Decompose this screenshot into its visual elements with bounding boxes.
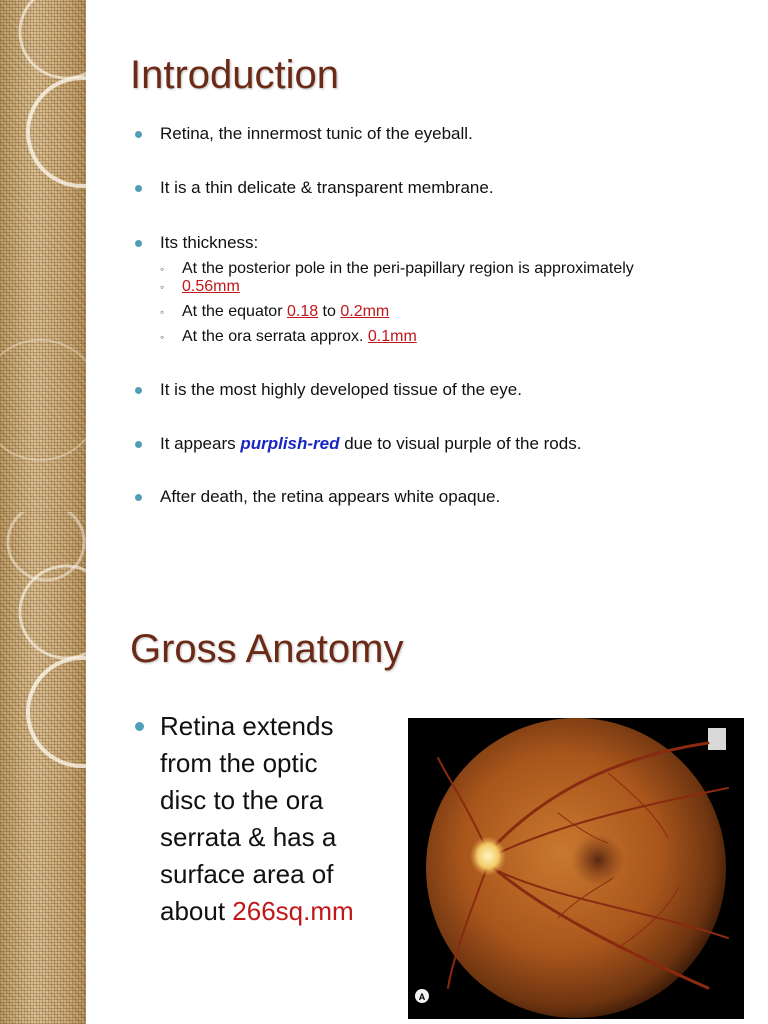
list-item-text: Retina, the innermost tunic of the eyeball. xyxy=(160,124,473,143)
list-item xyxy=(130,380,522,400)
thickness-value: 0.56mm xyxy=(182,278,240,295)
section-title: Gross Anatomy xyxy=(130,627,404,671)
list-item-text: serrata & has a xyxy=(160,822,337,852)
page-title: Introduction xyxy=(130,53,340,97)
thickness-value: 0.1mm xyxy=(367,328,417,345)
decorative-circles-icon xyxy=(0,0,86,512)
burlap-side-panel xyxy=(0,512,86,1024)
highlight-text: purplish-red xyxy=(240,434,340,453)
image-label: A xyxy=(418,992,426,1002)
sub-list-item-continued xyxy=(182,278,240,296)
list-item xyxy=(130,178,494,198)
thickness-value: 0.18 xyxy=(286,303,319,320)
list-item-text: It is the most highly developed tissue of the eye. xyxy=(160,380,522,399)
list-item xyxy=(130,434,581,454)
list-item-text: from the optic xyxy=(160,748,318,778)
list-item-text: Retina extends xyxy=(160,711,334,741)
list-item-text: due to visual purple of the rods. xyxy=(339,434,582,453)
list-item-text: It is a thin delicate & transparent membrane. xyxy=(160,178,494,197)
sub-item-text: At the posterior pole in the peri-papillary region is approximately xyxy=(182,260,634,277)
list-item-text: Its thickness: xyxy=(160,233,259,252)
burlap-side-panel xyxy=(0,0,86,512)
decorative-circles-icon xyxy=(0,512,86,1024)
sub-item-text: At the ora serrata approx. xyxy=(182,328,368,345)
surface-area-value: 266sq.mm xyxy=(232,896,354,926)
list-item xyxy=(130,124,473,144)
list-item xyxy=(130,708,410,930)
sub-list-item xyxy=(182,260,634,278)
list-item xyxy=(130,233,258,253)
sub-list-item xyxy=(182,303,389,321)
slide-gross-anatomy xyxy=(0,512,768,1024)
sub-item-text: At the equator xyxy=(182,303,287,320)
list-item-text-prefix: about xyxy=(160,896,233,926)
list-item-text: It appears xyxy=(160,434,241,453)
list-item-text: After death, the retina appears white opaque. xyxy=(160,487,501,506)
thickness-value: 0.2mm xyxy=(340,303,390,320)
sub-item-text: to xyxy=(318,303,341,320)
list-item xyxy=(130,487,500,507)
list-item-text: surface area of xyxy=(160,859,334,889)
list-item-text xyxy=(160,893,410,930)
list-item-text: disc to the ora xyxy=(160,785,324,815)
sub-list-item xyxy=(182,328,417,346)
retina-fundus-image xyxy=(408,718,744,1019)
